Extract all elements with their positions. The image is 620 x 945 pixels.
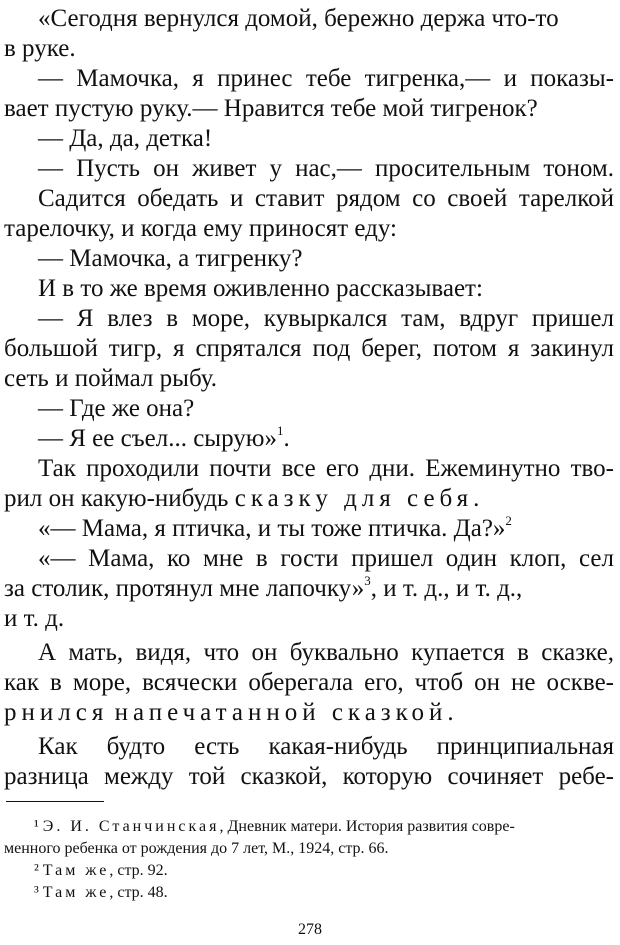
text-line <box>4 698 614 728</box>
text-line: — Мамочка, а тигренку? <box>38 245 303 272</box>
text-span: за столик, протянул мне лапочку» <box>4 575 365 602</box>
text-line: сеть и поймал рыбу. <box>4 365 217 392</box>
footnote-1 <box>34 816 614 838</box>
footnote-text: , стр. 92. <box>109 862 168 879</box>
text-line: Садится обедать и ставит рядом со своей тарелкой <box>38 185 614 212</box>
text-line: разница между той сказкой, которую сочиняет ребе- <box>4 763 614 790</box>
text-span: рил он какую-нибудь <box>4 485 229 512</box>
footnote-ref: 3 <box>364 573 371 588</box>
text-line <box>4 484 614 514</box>
footnote-ref: 2 <box>505 513 512 528</box>
footnote-2 <box>34 860 614 882</box>
footnote-number: ¹ <box>34 818 39 835</box>
text-line: «— Мама, ко мне в гости пришел один клоп, сел <box>38 545 614 572</box>
text-line: — Да, да, детка! <box>38 125 213 152</box>
footnote-text: , Дневник матери. История развития совре- <box>219 818 515 835</box>
text-span: «— Мама, я птичка, и ты тоже птичка. Да?» <box>38 515 506 542</box>
footnote-author: Э. И. Станчинская <box>42 818 220 835</box>
footnote-text: , стр. 48. <box>109 884 168 901</box>
text-line: Как будто есть какая-нибудь принципиальная <box>38 733 614 760</box>
page-number: 278 <box>298 921 322 938</box>
text-line: и т. д. <box>4 605 65 632</box>
text-line: в руке. <box>4 35 76 62</box>
text-line: — Где же она? <box>38 395 195 422</box>
text-span: — Я ее съел... сырую» <box>38 425 277 452</box>
text-line: как в море, всячески оберегала его, чтоб он не оскве- <box>4 669 614 696</box>
text-span: рнился <box>4 699 109 726</box>
text-line: тарелочку, и когда ему приносят еду: <box>4 215 397 242</box>
footnote-ibid: Там же <box>42 884 110 901</box>
spaced-emphasis: сказку для себя. <box>234 485 485 512</box>
text-line: Так проходили почти все его дни. Ежеминутно тво- <box>38 455 614 482</box>
footnote-divider <box>6 801 104 802</box>
text-line <box>38 514 614 544</box>
text-line <box>4 574 614 604</box>
footnote-number: ² <box>34 862 39 879</box>
text-line: вает пустую руку.— Нравится тебе мой тигренок? <box>4 95 538 122</box>
text-line: большой тигр, я спрятался под берег, потом я закинул <box>4 335 614 362</box>
text-line: — Пусть он живет у нас,— просительным тоном. <box>38 155 614 182</box>
footnote-ibid: Там же <box>42 862 110 879</box>
footnote-number: ³ <box>34 884 39 901</box>
text-line: «Сегодня вернулся домой, бережно держа что-то <box>38 5 559 32</box>
text-line: — Мамочка, я принес тебе тигренка,— и показы- <box>38 65 614 92</box>
footnote-1-continued: менного ребенка от рождения до 7 лет, М., 1924, стр. 66. <box>4 840 389 857</box>
footnote-ref: 1 <box>276 423 284 438</box>
spaced-emphasis: напечатанной сказкой. <box>114 699 459 726</box>
footnote-3 <box>34 882 614 904</box>
text-line: — Я влез в море, кувыркался там, вдруг пришел <box>38 305 614 332</box>
text-span: , и т. д., и т. д., <box>370 575 523 602</box>
text-line: — Я ее съел... сырую»$^1$. <box>38 423 290 452</box>
text-line: А мать, видя, что он буквально купается в сказке, <box>38 639 614 666</box>
text-line: И в то же время оживленно рассказывает: <box>38 275 483 302</box>
